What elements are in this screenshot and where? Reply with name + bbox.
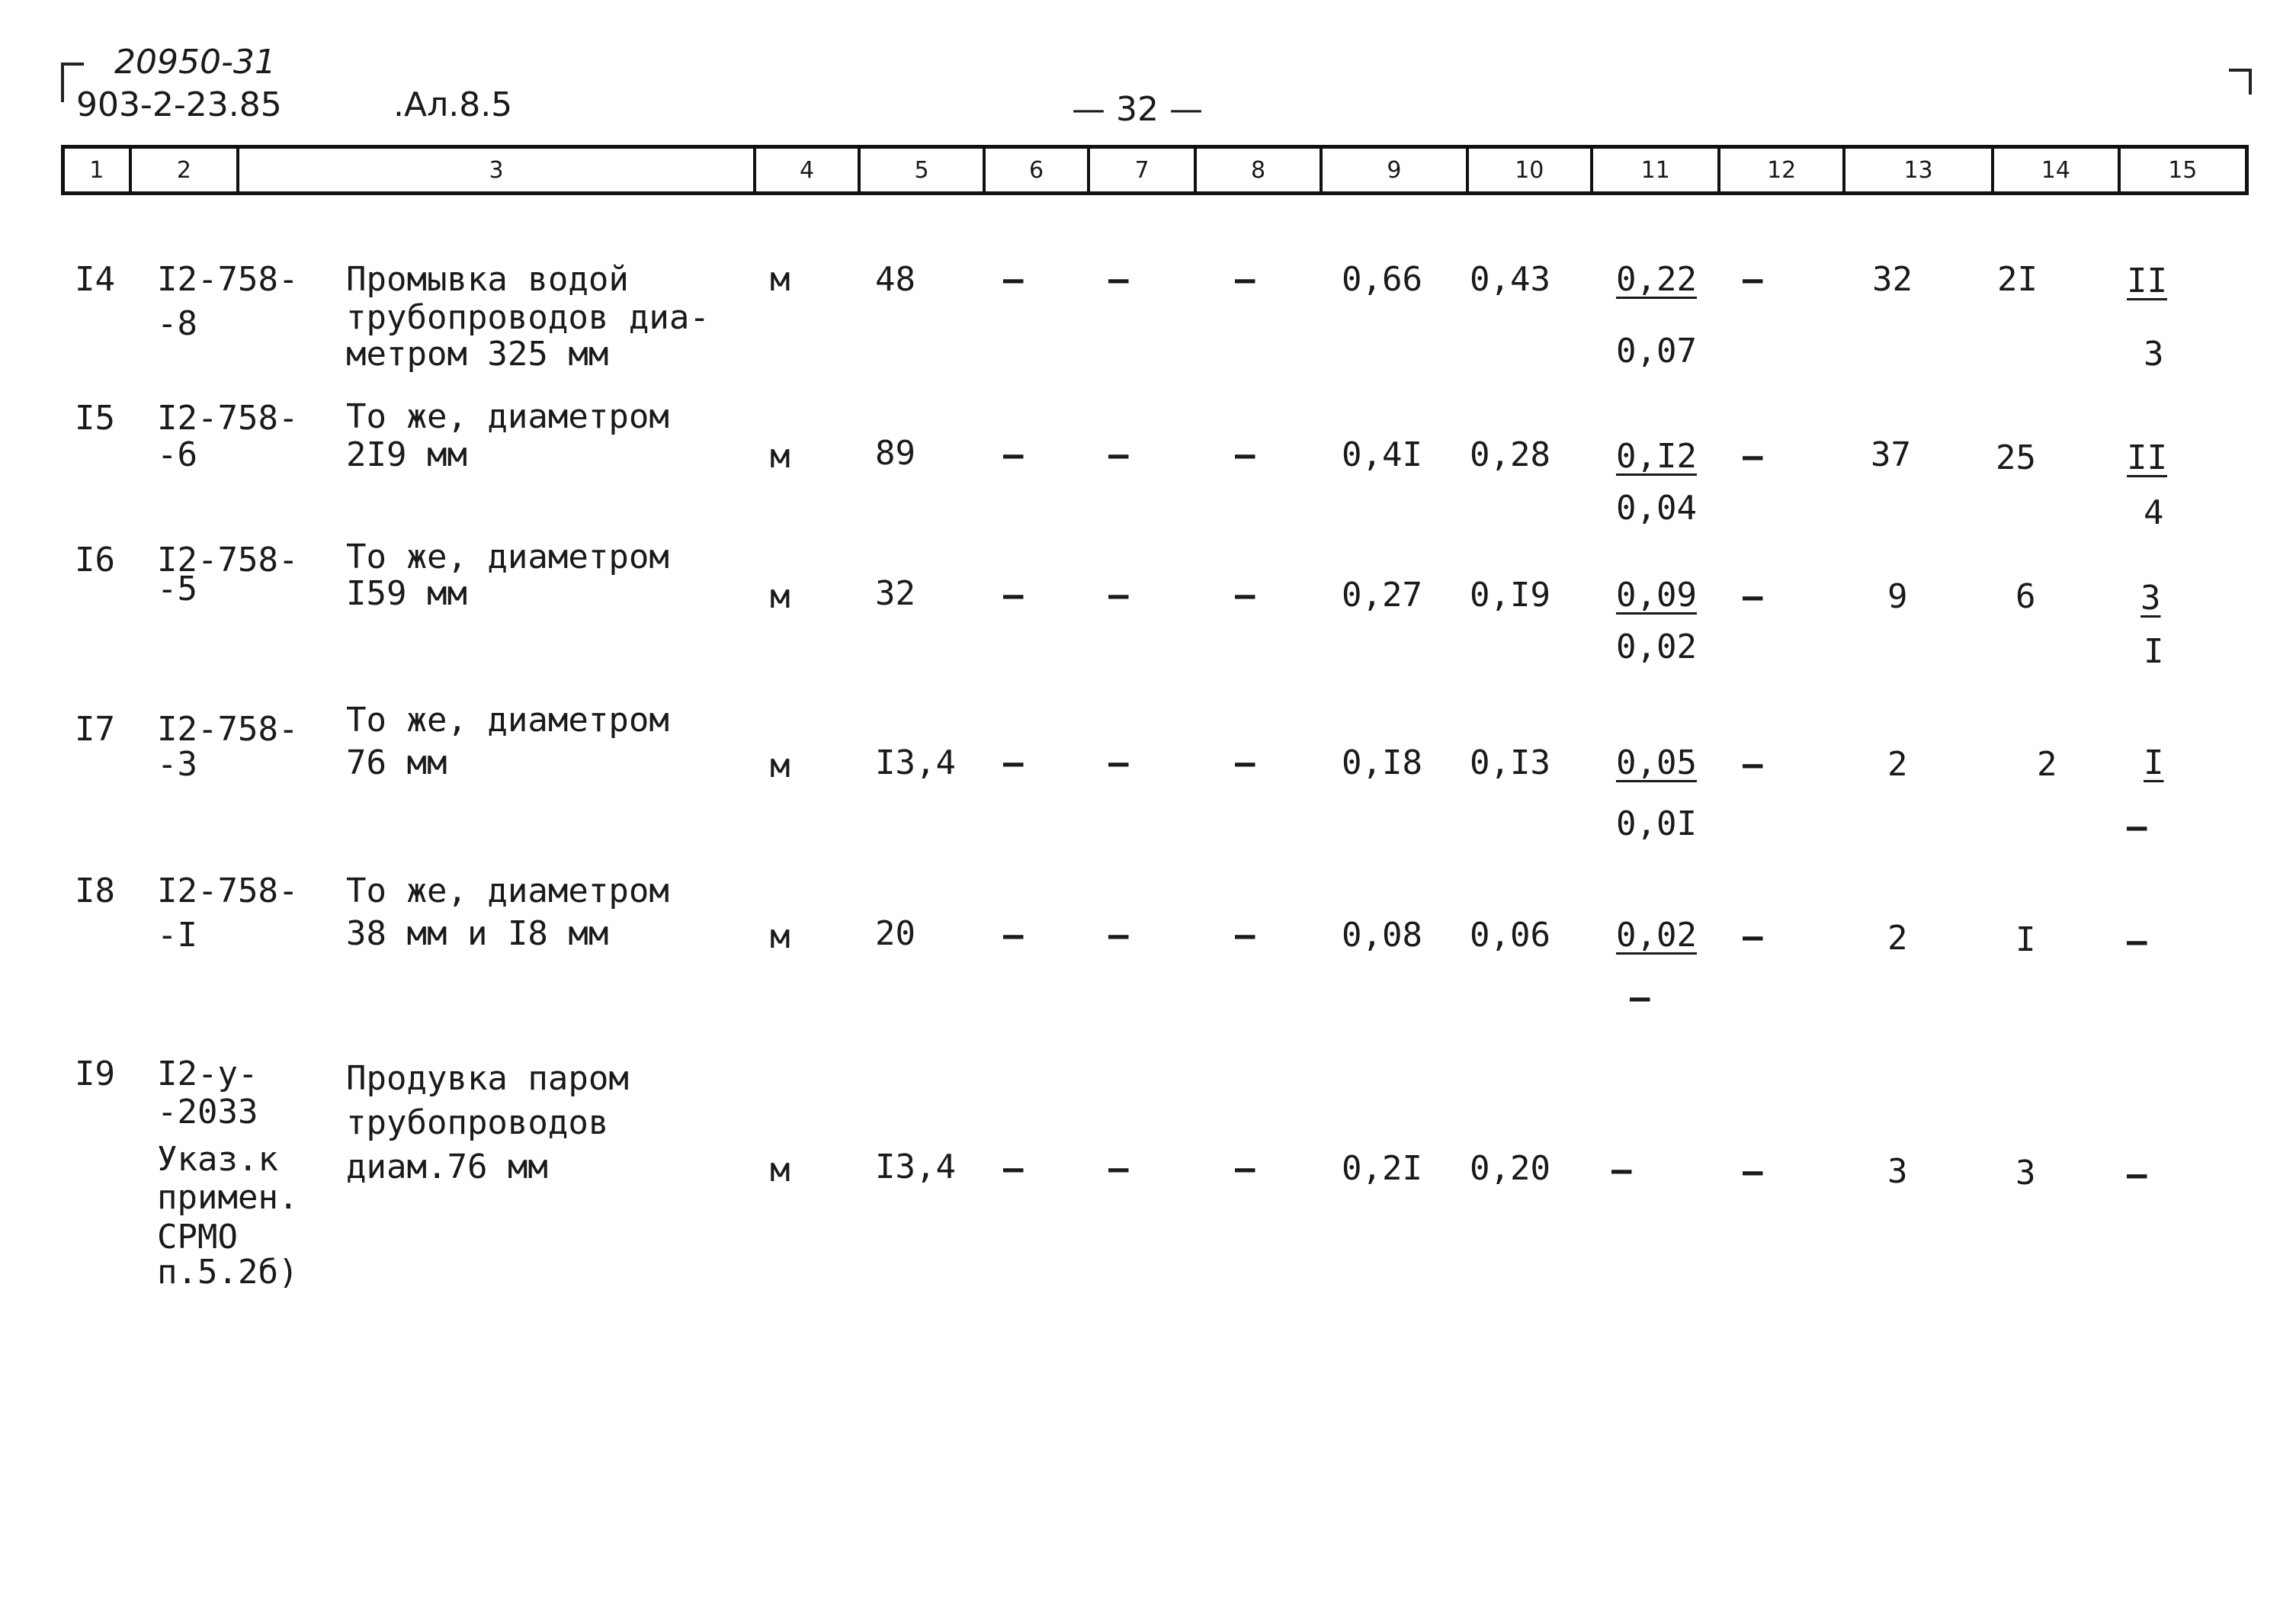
row-number: I8 — [75, 871, 115, 910]
description-line: То же, диаметром — [346, 701, 669, 740]
album-reference: .Ал.8.5 — [393, 85, 513, 124]
col10-value: 0,I9 — [1470, 576, 1550, 615]
column-header: 9 — [1323, 149, 1468, 191]
column-number-header — [61, 145, 2249, 195]
col11-numerator: 0,02 — [1616, 916, 1697, 955]
col13-value: 9 — [1887, 577, 1908, 616]
unit: м — [770, 1151, 790, 1189]
col14-value: I — [2015, 920, 2036, 959]
row-number: I5 — [75, 399, 115, 438]
column-header: 12 — [1720, 149, 1845, 191]
col7-value: – — [1108, 916, 1129, 955]
archive-number: 20950-31 — [114, 43, 276, 82]
description-line: трубопроводов диа- — [346, 298, 710, 337]
col9-value: 0,4I — [1342, 435, 1422, 474]
col15-numerator: I — [2144, 743, 2164, 782]
code-line: I2-758- — [157, 871, 299, 910]
col13-value: 3 — [1887, 1152, 1908, 1191]
description-line: То же, диаметром — [346, 871, 669, 910]
description-line: 76 мм — [346, 743, 447, 782]
code-line: -6 — [157, 435, 197, 474]
description-line: метром 325 мм — [346, 335, 609, 374]
unit: м — [770, 437, 790, 476]
col13-value: 2 — [1887, 919, 1908, 958]
code-line: -3 — [157, 745, 197, 784]
col6-value: – — [1003, 435, 1024, 474]
col6-value: – — [1003, 576, 1024, 615]
col14-value: 25 — [1996, 438, 2036, 477]
code-line: I2-758- — [157, 541, 299, 579]
col10-value: 0,06 — [1470, 916, 1550, 955]
column-header: 5 — [861, 149, 985, 191]
col11-denominator: 0,07 — [1616, 332, 1697, 371]
description-line: Промывка водой — [346, 260, 629, 299]
col14-value: 2I — [1997, 260, 2038, 299]
column-header: 13 — [1845, 149, 1994, 191]
col7-value: – — [1108, 576, 1129, 615]
col15-denominator: I — [2144, 632, 2164, 671]
col9-value: 0,2I — [1342, 1149, 1422, 1188]
row-number: I7 — [75, 710, 115, 749]
quantity: I3,4 — [875, 743, 956, 782]
column-header: 4 — [756, 149, 861, 191]
col11-denominator: 0,0I — [1616, 804, 1697, 843]
column-header: 2 — [132, 149, 240, 191]
col8-value: – — [1235, 743, 1255, 782]
column-header: 15 — [2168, 156, 2198, 184]
unit: м — [770, 746, 790, 785]
code-line: -2033 — [157, 1093, 258, 1131]
col15-numerator: II — [2127, 438, 2167, 477]
description-line: Продувка паром — [346, 1059, 629, 1098]
col11-denominator: 0,04 — [1616, 489, 1697, 528]
col7-value: – — [1108, 260, 1129, 299]
code-line: -5 — [157, 570, 197, 608]
col8-value: – — [1235, 916, 1255, 955]
unit: м — [770, 260, 790, 299]
code-line: примен. — [157, 1178, 299, 1217]
col11-denominator: – — [1630, 978, 1650, 1017]
column-header: 11 — [1593, 149, 1720, 191]
col11-numerator: 0,09 — [1616, 576, 1697, 615]
col15-value: – — [2127, 922, 2147, 961]
col14-value: 6 — [2015, 577, 2036, 616]
column-header: 8 — [1197, 149, 1323, 191]
col15-denominator: – — [2127, 807, 2147, 846]
row-number: I9 — [75, 1054, 115, 1093]
col9-value: 0,27 — [1342, 576, 1422, 615]
col13-value: 2 — [1887, 745, 1908, 784]
col10-value: 0,43 — [1470, 260, 1550, 299]
column-header: 14 — [1994, 149, 2120, 191]
col9-value: 0,66 — [1342, 260, 1422, 299]
col12-value: – — [1743, 260, 1763, 299]
col13-value: 32 — [1872, 260, 1913, 299]
col11-denominator: 0,02 — [1616, 628, 1697, 666]
column-header: 3 — [239, 149, 756, 191]
col6-value: – — [1003, 1149, 1024, 1188]
col8-value: – — [1235, 435, 1255, 474]
col8-value: – — [1235, 260, 1255, 299]
col6-value: – — [1003, 260, 1024, 299]
col12-value: – — [1743, 437, 1763, 476]
col11-numerator: 0,I2 — [1616, 437, 1697, 476]
code-line: СРМО — [157, 1218, 238, 1257]
col9-value: 0,08 — [1342, 916, 1422, 955]
code-line: I2-у- — [157, 1054, 258, 1093]
col12-value: – — [1743, 1152, 1763, 1191]
row-number: I4 — [75, 260, 115, 299]
col7-value: – — [1108, 743, 1129, 782]
col10-value: 0,20 — [1470, 1149, 1550, 1188]
col6-value: – — [1003, 916, 1024, 955]
col8-value: – — [1235, 1149, 1255, 1188]
code-line: I2-758- — [157, 260, 299, 299]
code-line: I2-758- — [157, 710, 299, 749]
code-line: -I — [157, 916, 197, 955]
col11-value: – — [1611, 1151, 1632, 1189]
col8-value: – — [1235, 576, 1255, 615]
quantity: 48 — [875, 260, 916, 299]
document-code: 903-2-23.85 — [76, 85, 282, 124]
description-line: I59 мм — [346, 574, 467, 613]
description-line: диам.76 мм — [346, 1148, 548, 1186]
col7-value: – — [1108, 1149, 1129, 1188]
description-line: 2I9 мм — [346, 435, 467, 474]
description-line: 38 мм и I8 мм — [346, 914, 609, 953]
col12-value: – — [1743, 917, 1763, 956]
column-header: 6 — [986, 149, 1091, 191]
unit: м — [770, 917, 790, 956]
column-header: 1 — [65, 149, 132, 191]
col15-numerator: 3 — [2140, 579, 2161, 618]
quantity: 89 — [875, 434, 916, 473]
page-number: — 32 — — [1072, 90, 1203, 129]
quantity: 20 — [875, 914, 916, 953]
quantity: I3,4 — [875, 1148, 956, 1186]
column-header: 7 — [1090, 149, 1197, 191]
col15-denominator: 3 — [2144, 335, 2164, 374]
description-line: То же, диаметром — [346, 397, 669, 436]
quantity: 32 — [875, 574, 916, 613]
col14-value: 2 — [2037, 745, 2057, 784]
description-line: трубопроводов — [346, 1103, 609, 1142]
col10-value: 0,28 — [1470, 435, 1550, 474]
code-line: п.5.2б) — [157, 1253, 299, 1292]
col12-value: – — [1743, 577, 1763, 616]
col15-numerator: II — [2127, 262, 2167, 300]
col9-value: 0,I8 — [1342, 743, 1422, 782]
code-line: Указ.к — [157, 1140, 278, 1179]
col15-value: – — [2127, 1155, 2147, 1194]
corner-mark-right — [2229, 69, 2252, 95]
col11-numerator: 0,05 — [1616, 743, 1697, 782]
col10-value: 0,I3 — [1470, 743, 1550, 782]
col6-value: – — [1003, 743, 1024, 782]
description-line: То же, диаметром — [346, 538, 669, 576]
row-number: I6 — [75, 541, 115, 579]
unit: м — [770, 577, 790, 616]
col13-value: 37 — [1871, 435, 1911, 474]
code-line: I2-758- — [157, 399, 299, 438]
column-header: 10 — [1469, 149, 1593, 191]
col12-value: – — [1743, 745, 1763, 784]
col14-value: 3 — [2015, 1154, 2036, 1192]
col11-numerator: 0,22 — [1616, 260, 1697, 299]
code-line: -8 — [157, 304, 197, 343]
col15-denominator: 4 — [2144, 493, 2164, 532]
col7-value: – — [1108, 435, 1129, 474]
